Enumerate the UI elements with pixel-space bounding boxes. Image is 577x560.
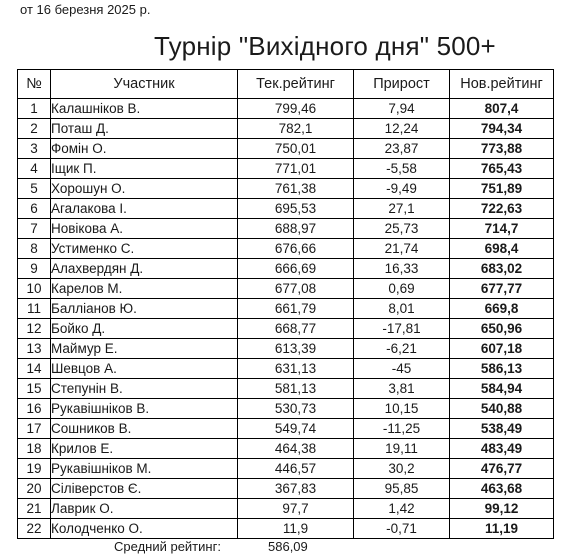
row-num: 7	[18, 219, 51, 239]
table-row	[18, 479, 554, 499]
table-row	[18, 459, 554, 479]
row-name: Калашніков В.	[51, 99, 238, 119]
row-num: 16	[18, 399, 51, 419]
row-name: Алахвердян Д.	[51, 259, 238, 279]
row-name: Рукавішніков В.	[51, 399, 238, 419]
row-current-rating: 799,46	[238, 99, 354, 119]
table-row	[18, 239, 554, 259]
table-row	[18, 419, 554, 439]
table-row	[18, 359, 554, 379]
row-num: 10	[18, 279, 51, 299]
row-current-rating: 771,01	[238, 159, 354, 179]
row-name: Маймур Е.	[51, 339, 238, 359]
row-gain: -9,49	[354, 179, 450, 199]
row-num: 18	[18, 439, 51, 459]
row-name: Лаврик О.	[51, 499, 238, 519]
row-name: Новікова А.	[51, 219, 238, 239]
row-gain: -11,25	[354, 419, 450, 439]
row-gain: 21,74	[354, 239, 450, 259]
row-gain: 27,1	[354, 199, 450, 219]
row-num: 19	[18, 459, 51, 479]
row-new-rating: 584,94	[450, 379, 554, 399]
row-current-rating: 666,69	[238, 259, 354, 279]
row-num: 6	[18, 199, 51, 219]
row-gain: 30,2	[354, 459, 450, 479]
row-new-rating: 538,49	[450, 419, 554, 439]
row-current-rating: 668,77	[238, 319, 354, 339]
row-new-rating: 677,77	[450, 279, 554, 299]
row-num: 9	[18, 259, 51, 279]
row-current-rating: 464,38	[238, 439, 354, 459]
row-name: Степунін В.	[51, 379, 238, 399]
table-header-row	[18, 70, 554, 99]
row-gain: 0,69	[354, 279, 450, 299]
row-new-rating: 11,19	[450, 519, 554, 539]
row-current-rating: 549,74	[238, 419, 354, 439]
row-num: 3	[18, 139, 51, 159]
row-num: 21	[18, 499, 51, 519]
row-num: 11	[18, 299, 51, 319]
row-gain: 1,42	[354, 499, 450, 519]
row-gain: -45	[354, 359, 450, 379]
row-gain: 25,73	[354, 219, 450, 239]
row-new-rating: 607,18	[450, 339, 554, 359]
row-name: Агалакова І.	[51, 199, 238, 219]
row-gain: 19,11	[354, 439, 450, 459]
row-num: 2	[18, 119, 51, 139]
table-row	[18, 139, 554, 159]
row-current-rating: 661,79	[238, 299, 354, 319]
row-num: 4	[18, 159, 51, 179]
row-new-rating: 722,63	[450, 199, 554, 219]
row-num: 8	[18, 239, 51, 259]
row-current-rating: 688,97	[238, 219, 354, 239]
row-name: Бойко Д.	[51, 319, 238, 339]
row-name: Хорошун О.	[51, 179, 238, 199]
row-num: 14	[18, 359, 51, 379]
header-name: Участник	[51, 70, 238, 99]
table-row	[18, 199, 554, 219]
row-new-rating: 99,12	[450, 499, 554, 519]
row-new-rating: 650,96	[450, 319, 554, 339]
row-current-rating: 750,01	[238, 139, 354, 159]
row-name: Сіліверстов Є.	[51, 479, 238, 499]
table-row	[18, 319, 554, 339]
row-new-rating: 751,89	[450, 179, 554, 199]
row-name: Рукавішніков М.	[51, 459, 238, 479]
row-current-rating: 676,66	[238, 239, 354, 259]
row-new-rating: 463,68	[450, 479, 554, 499]
row-current-rating: 613,39	[238, 339, 354, 359]
row-gain: 16,33	[354, 259, 450, 279]
header-num: №	[18, 70, 51, 99]
row-num: 5	[18, 179, 51, 199]
row-num: 12	[18, 319, 51, 339]
row-name: Шевцов А.	[51, 359, 238, 379]
row-name: Сошников В.	[51, 419, 238, 439]
row-num: 20	[18, 479, 51, 499]
row-current-rating: 367,83	[238, 479, 354, 499]
row-current-rating: 446,57	[238, 459, 354, 479]
row-gain: -0,71	[354, 519, 450, 539]
row-new-rating: 765,43	[450, 159, 554, 179]
row-current-rating: 530,73	[238, 399, 354, 419]
row-num: 13	[18, 339, 51, 359]
table-row	[18, 219, 554, 239]
row-gain: -17,81	[354, 319, 450, 339]
row-new-rating: 698,4	[450, 239, 554, 259]
row-current-rating: 97,7	[238, 499, 354, 519]
table-row	[18, 519, 554, 539]
row-current-rating: 11,9	[238, 519, 354, 539]
table-row	[18, 119, 554, 139]
row-gain: 8,01	[354, 299, 450, 319]
row-current-rating: 782,1	[238, 119, 354, 139]
row-gain: 10,15	[354, 399, 450, 419]
table-body	[18, 99, 554, 539]
header-gain: Прирост	[354, 70, 450, 99]
row-new-rating: 540,88	[450, 399, 554, 419]
row-current-rating: 761,38	[238, 179, 354, 199]
table-row	[18, 399, 554, 419]
table-row	[18, 179, 554, 199]
date-line: от 16 березня 2025 р.	[20, 2, 151, 17]
row-new-rating: 483,49	[450, 439, 554, 459]
row-new-rating: 586,13	[450, 359, 554, 379]
table-row	[18, 299, 554, 319]
row-name: Фомін О.	[51, 139, 238, 159]
table-row	[18, 499, 554, 519]
table-row	[18, 99, 554, 119]
row-name: Іщик П.	[51, 159, 238, 179]
table-row	[18, 159, 554, 179]
results-table	[17, 69, 554, 539]
row-gain: 23,87	[354, 139, 450, 159]
row-current-rating: 695,53	[238, 199, 354, 219]
row-gain: 12,24	[354, 119, 450, 139]
row-name: Крилов Е.	[51, 439, 238, 459]
row-num: 22	[18, 519, 51, 539]
row-name: Карелов М.	[51, 279, 238, 299]
row-gain: 3,81	[354, 379, 450, 399]
row-name: Поташ Д.	[51, 119, 238, 139]
row-new-rating: 807,4	[450, 99, 554, 119]
row-name: Балліанов Ю.	[51, 299, 238, 319]
table-row	[18, 259, 554, 279]
row-gain: -6,21	[354, 339, 450, 359]
row-num: 1	[18, 99, 51, 119]
row-new-rating: 794,34	[450, 119, 554, 139]
row-new-rating: 714,7	[450, 219, 554, 239]
row-new-rating: 773,88	[450, 139, 554, 159]
row-gain: -5,58	[354, 159, 450, 179]
row-num: 15	[18, 379, 51, 399]
row-num: 17	[18, 419, 51, 439]
average-rating-value: 586,09	[268, 539, 308, 554]
table-row	[18, 379, 554, 399]
row-name: Колодченко О.	[51, 519, 238, 539]
table-row	[18, 439, 554, 459]
row-new-rating: 476,77	[450, 459, 554, 479]
row-name: Устименко С.	[51, 239, 238, 259]
average-rating-label: Средний рейтинг:	[114, 539, 221, 554]
table-row	[18, 339, 554, 359]
row-new-rating: 669,8	[450, 299, 554, 319]
table-row	[18, 279, 554, 299]
row-current-rating: 631,13	[238, 359, 354, 379]
row-current-rating: 677,08	[238, 279, 354, 299]
header-new-rating: Нов.рейтинг	[450, 70, 554, 99]
header-current-rating: Тек.рейтинг	[238, 70, 354, 99]
row-new-rating: 683,02	[450, 259, 554, 279]
row-gain: 7,94	[354, 99, 450, 119]
row-gain: 95,85	[354, 479, 450, 499]
page-title: Турнір "Вихідного дня" 500+	[154, 31, 496, 61]
row-current-rating: 581,13	[238, 379, 354, 399]
